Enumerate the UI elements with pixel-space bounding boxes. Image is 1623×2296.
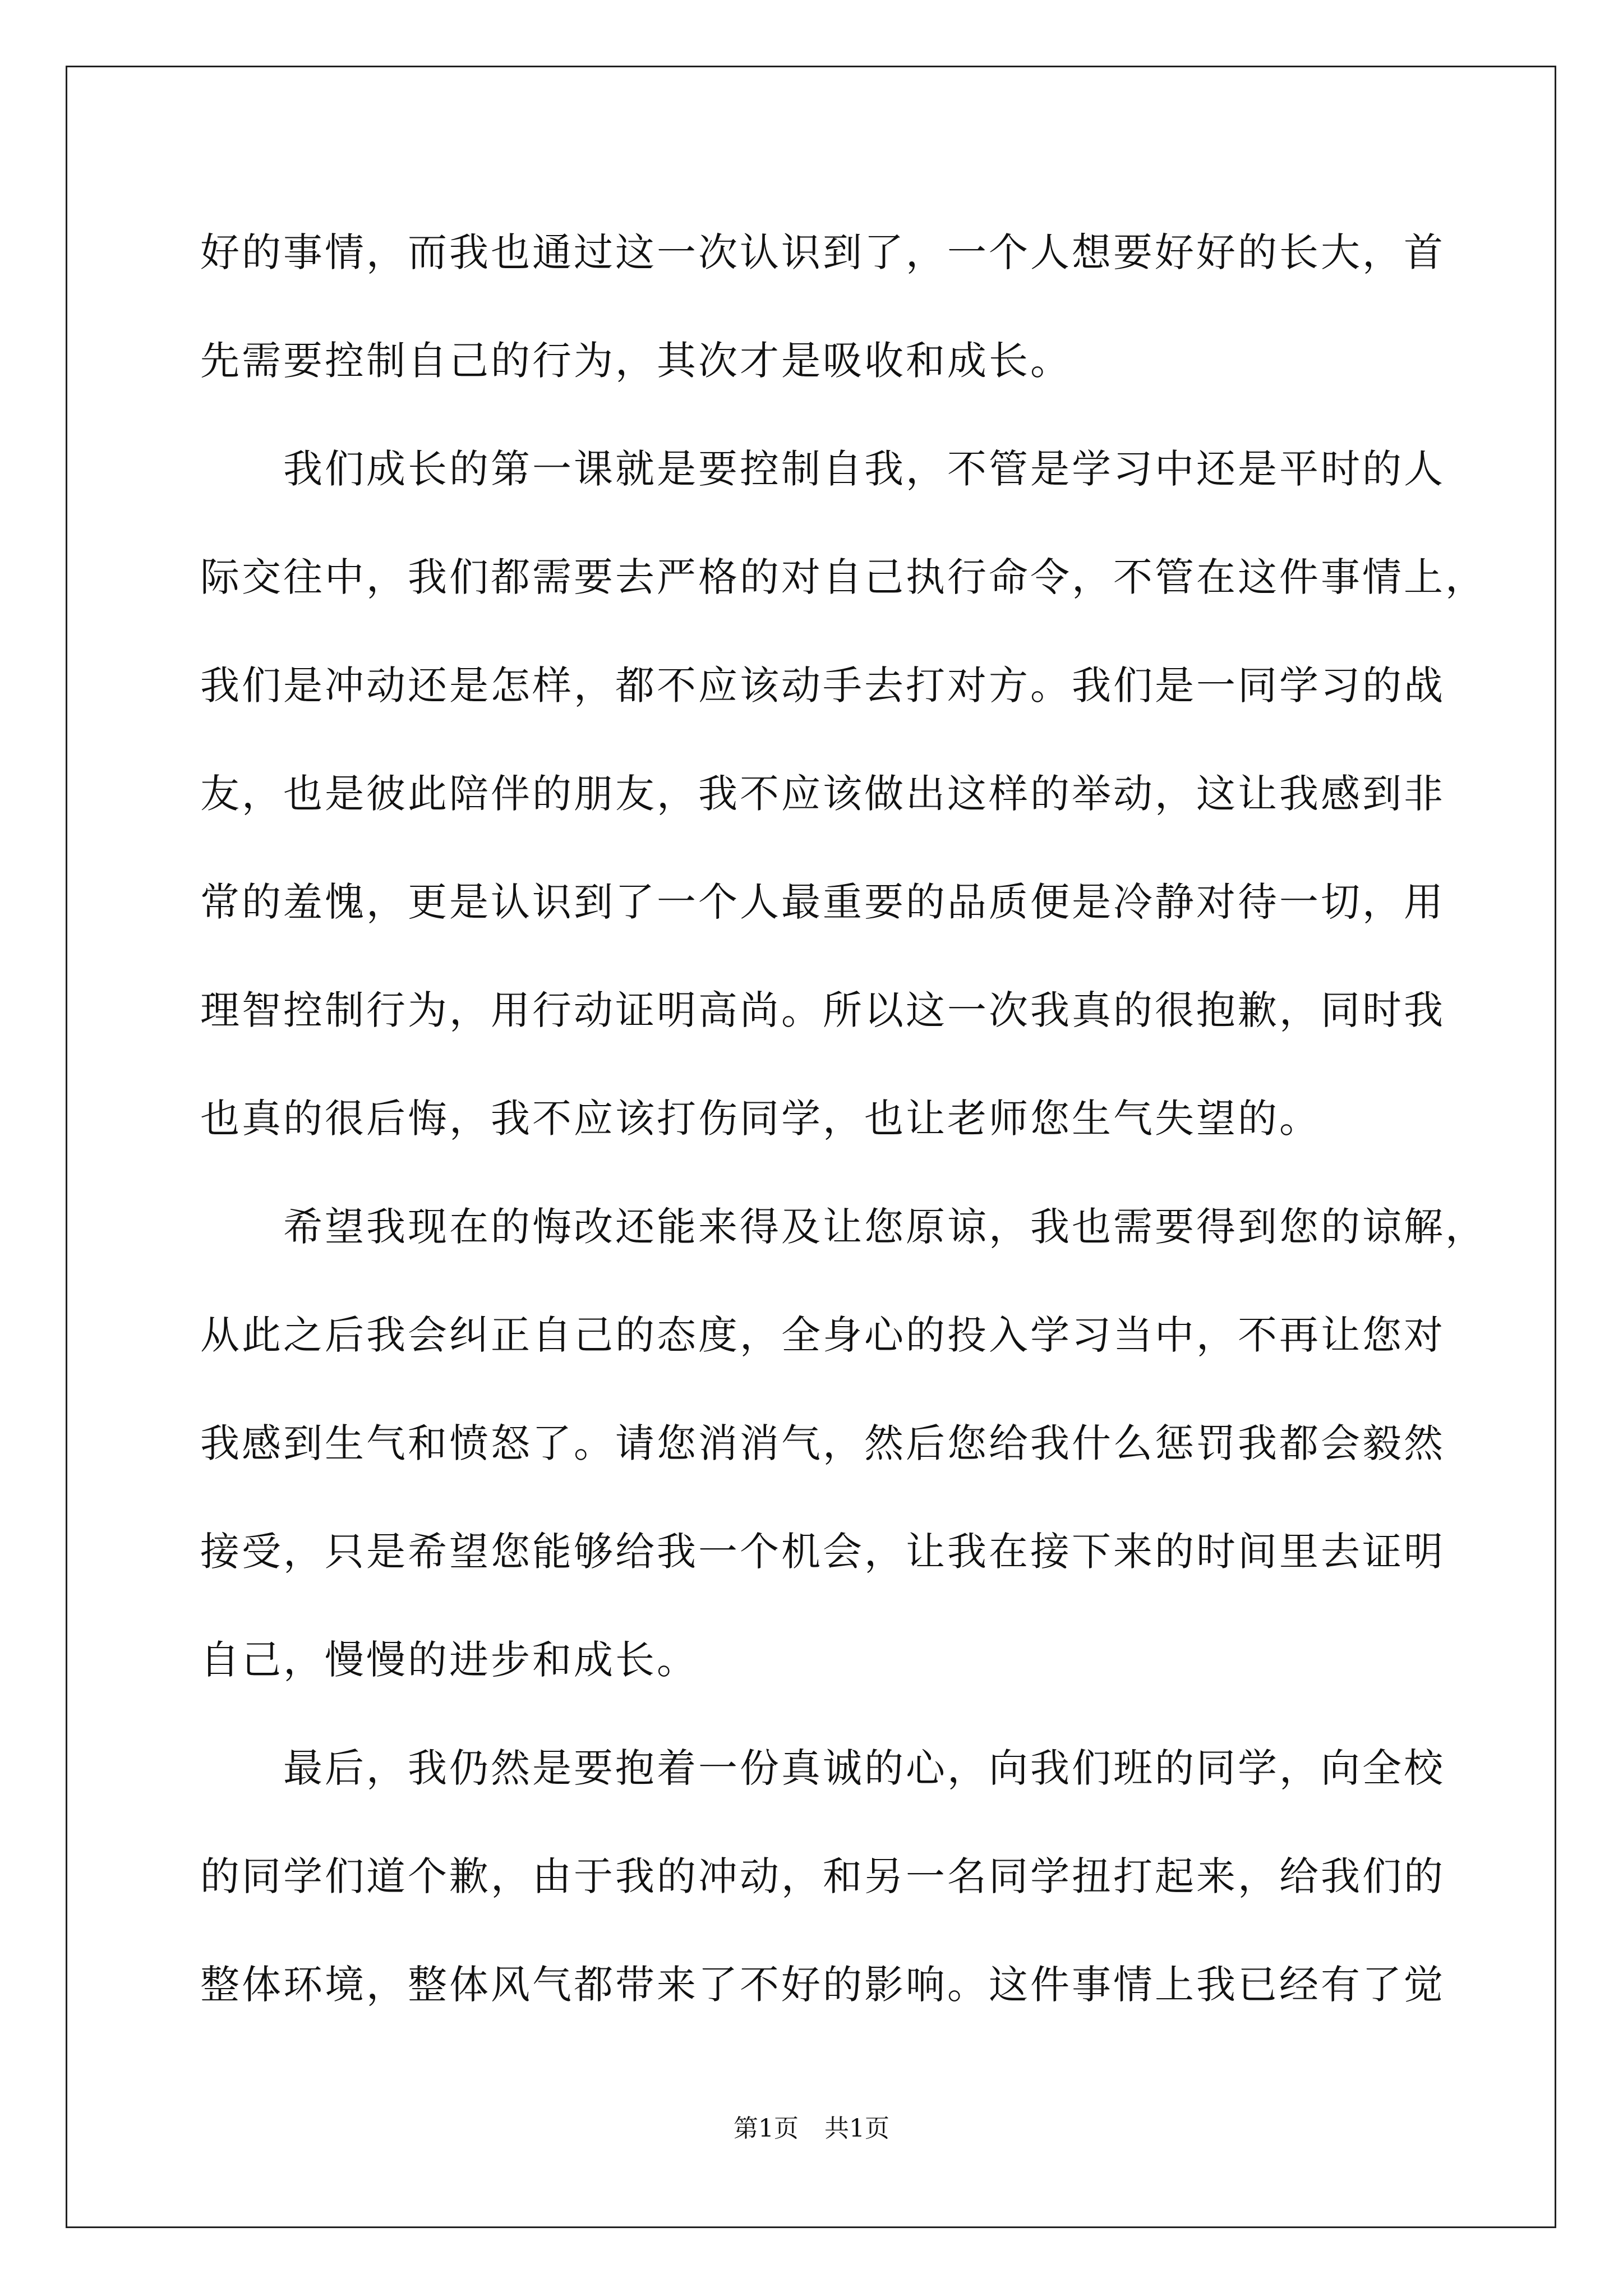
text-line: 整体环境，整体风气都带来了不好的影响。这件事情上我已经有了觉 [200, 1962, 1445, 2008]
text-line: 际交往中，我们都需要去严格的对自己执行命令，不管在这件事情上， [200, 554, 1487, 600]
text-line: 也真的很后悔，我不应该打伤同学，也让老师您生气失望的。 [200, 1096, 1321, 1142]
text-line: 理智控制行为，用行动证明高尚。所以这一次我真的很抱歉，同时我 [200, 987, 1445, 1033]
text-line: 我们成长的第一课就是要控制自我，不管是学习中还是平时的人 [200, 446, 1445, 492]
page-number: 第1页 [734, 2114, 799, 2143]
text-line: 自己，慢慢的进步和成长。 [200, 1637, 698, 1683]
text-line: 好的事情，而我也通过这一次认识到了，一个人想要好好的长大，首 [200, 229, 1445, 275]
text-line: 从此之后我会纠正自己的态度，全身心的投入学习当中，不再让您对 [200, 1312, 1445, 1358]
text-line: 友，也是彼此陪伴的朋友，我不应该做出这样的举动，这让我感到非 [200, 771, 1445, 817]
text-line: 最后，我仍然是要抱着一份真诚的心，向我们班的同学，向全校 [200, 1745, 1445, 1791]
text-line: 接受，只是希望您能够给我一个机会，让我在接下来的时间里去证明 [200, 1529, 1445, 1575]
page-footer [0, 2112, 1623, 2146]
page-total: 共1页 [824, 2114, 889, 2143]
text-line: 的同学们道个歉，由于我的冲动，和另一名同学扭打起来，给我们的 [200, 1853, 1445, 1899]
text-line: 先需要控制自己的行为，其次才是吸收和成长。 [200, 338, 1072, 384]
text-line: 常的羞愧，更是认识到了一个人最重要的品质便是冷静对待一切，用 [200, 879, 1445, 925]
text-line: 希望我现在的悔改还能来得及让您原谅，我也需要得到您的谅解， [200, 1204, 1487, 1250]
text-line: 我感到生气和愤怒了。请您消消气，然后您给我什么惩罚我都会毅然 [200, 1420, 1445, 1466]
text-line: 我们是冲动还是怎样，都不应该动手去打对方。我们是一同学习的战 [200, 662, 1445, 708]
